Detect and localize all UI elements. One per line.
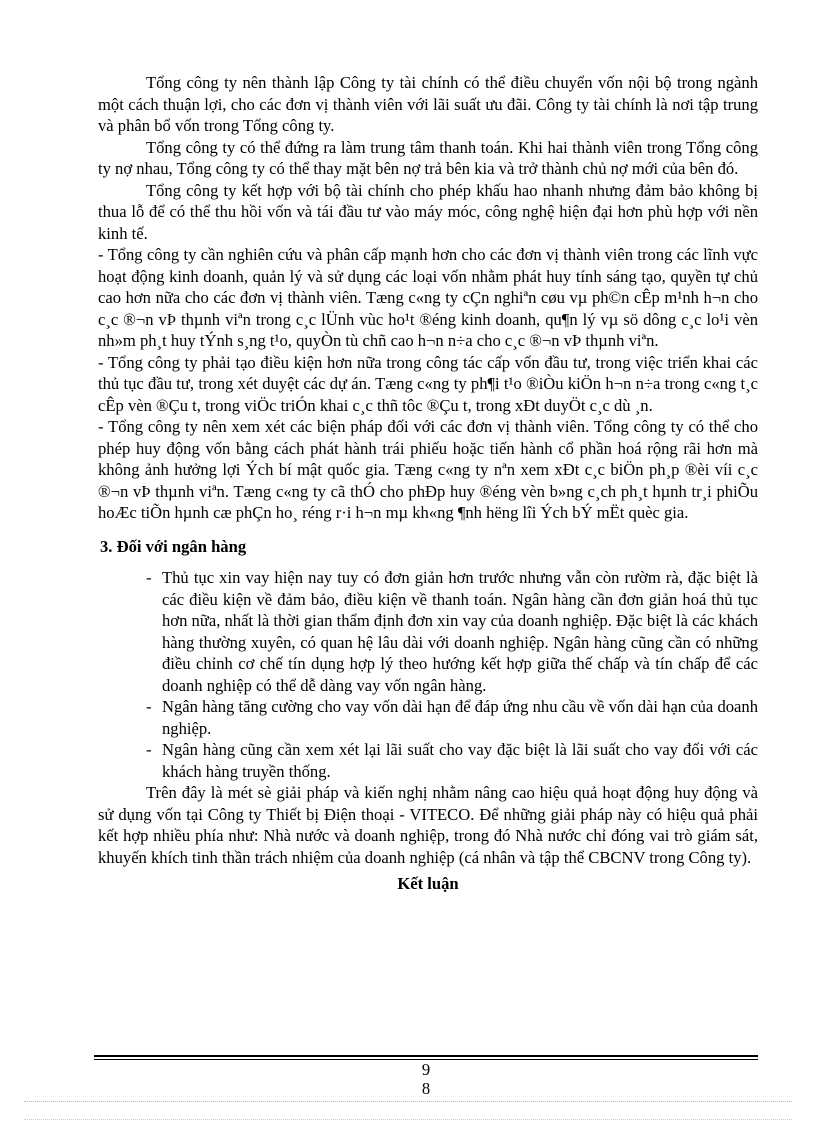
bank-recommendations-list	[98, 567, 758, 782]
dash-bullet: -	[146, 740, 152, 759]
paragraph-finance-company: Tổng công ty nên thành lập Công ty tài chính có thể điều chuyển vốn nội bộ trong ngành một cách thuận lợi, cho các đơn vị thành viên với lãi suất ưu đãi. Công ty tài chính là nơi tập trung và phân bổ vốn trong Tổng công ty.	[98, 73, 758, 135]
list-item	[98, 739, 758, 782]
list-item-text: Ngân hàng tăng cường cho vay vốn dài hạn để đáp ứng nhu cầu về vốn dài hạn của doanh nghiệp.	[162, 697, 758, 738]
dash-bullet: -	[146, 568, 152, 587]
section-heading-banks: 3. Đối với ngân hàng	[100, 536, 247, 556]
paragraph-capital-allocation: - Tổng công ty phải tạo điều kiện hơn nữa trong công tác cấp vốn đầu tư, trong việc triển khai các thủ tục đầu tư, trong xét duyệt các dự án. Tæng c«ng ty ph¶i t¹o ®iÒu kiÖn h¬n n÷a trong c«ng t¸c cÊp vèn ®Çu t, trong viÖc triÓn khai c¸c thñ tôc ®Çu t, trong xÐt duyÖt c¸c dù ¸n.	[98, 352, 758, 415]
paragraph-payment-center: Tổng công ty có thể đứng ra làm trung tâm thanh toán. Khi hai thành viên trong Tổng công ty nợ nhau, Tổng công ty có thể thay mặt bên nợ trả bên kia và trở thành chủ nợ mới của bên đó.	[98, 137, 758, 178]
paragraph-closing: Trên đây là mét sè giải pháp và kiến nghị nhằm nâng cao hiệu quả hoạt động huy động và sử dụng vốn tại Công ty Thiết bị Điện thoại - VITECO. Để những giải pháp này có hiệu quả phải kết hợp nhiều phía như: Nhà nước và doanh nghiệp, trong đó Nhà nước chỉ đóng vai trò giám sát, khuyến khích tinh thần trách nhiệm của doanh nghiệp (cá nhân và tập thể CBCNV trong Công ty).	[98, 783, 758, 867]
page-number-top: 9	[421, 1060, 431, 1079]
footer-rule-thick	[94, 1055, 758, 1057]
conclusion-title: Kết luận	[397, 874, 459, 893]
paragraph-depreciation: Tổng công ty kết hợp với bộ tài chính cho phép khấu hao nhanh nhưng đảm bảo không bị thua lỗ để có thể thu hồi vốn và tái đầu tư vào máy móc, công nghệ hiện đại hơn phù hợp với nền kinh tế.	[98, 180, 758, 243]
list-item-text: Ngân hàng cũng cần xem xét lại lãi suất cho vay đặc biệt là lãi suất cho vay đối với các khách hàng truyền thống.	[162, 740, 758, 781]
list-item-text: Thủ tục xin vay hiện nay tuy có đơn giản hơn trước nhưng vẫn còn rườm rà, đặc biệt là các điều kiện về đảm bảo, điều kiện về thanh toán. Ngân hàng cần đơn giản hoá thủ tục hơn nữa, nhất là thời gian thẩm định đơn xin vay của doanh nghiệp. Đặc biệt là các khách hàng thường xuyên, có quan hệ lâu dài với doanh nghiệp. Ngân hàng cũng cần có những điều chỉnh cơ chế tín dụng hợp lý theo hướng kết hợp giữa thế chấp và tín chấp để các doanh nghiệp có thể dễ dàng vay vốn ngân hàng.	[162, 568, 758, 695]
page-boundary-line	[24, 1119, 792, 1120]
page-boundary-line	[24, 1101, 792, 1102]
paragraph-decentralization: - Tổng công ty cần nghiên cứu và phân cấp mạnh hơn cho các đơn vị thành viên trong các lĩnh vực hoạt động kinh doanh, quản lý và sử dụng các loại vốn nhằm phát huy tính sáng tạo, quyền tự chủ cao hơn nữa cho các đơn vị thành viên. Tæng c«ng ty cÇn nghiªn cøu vµ ph©n cÊp m¹nh h¬n cho c¸c ®¬n vÞ thµnh viªn trong c¸c lÜnh vùc ho¹t ®éng kinh doanh, qu¶n lý vµ sö dông c¸c lo¹i vèn nh»m ph¸t huy tÝnh s¸ng t¹o, quyÒn tù chñ cao h¬n n÷a cho c¸c ®¬n vÞ thµnh viªn.	[98, 245, 758, 350]
page-number-bottom: 8	[421, 1079, 431, 1098]
document-body	[98, 72, 758, 894]
page-footer	[94, 1055, 758, 1098]
paragraph-bonds-equitization: - Tổng công ty nên xem xét các biện pháp đối với các đơn vị thành viên. Tổng công ty có thể cho phép huy động vốn bằng cách phát hành trái phiếu hoặc tiến hành cổ phần hoá rộng rãi hơn mà không ảnh hưởng lợi Ých bí mật quốc gia. Tæng c«ng ty nªn xem xÐt c¸c biÖn ph¸p ®èi víi c¸c ®¬n vÞ thµnh viªn. Tæng c«ng ty cã thÓ cho phÐp huy ®éng vèn b»ng c¸ch ph¸t hµnh tr¸i phiÕu hoÆc tiÕn hµnh cæ phÇn ho¸ réng r·i h¬n mµ kh«ng ¶nh hëng lîi Ých bÝ mËt quèc gia.	[98, 417, 758, 522]
list-item	[98, 696, 758, 739]
dash-bullet: -	[146, 697, 152, 716]
list-item	[98, 567, 758, 696]
